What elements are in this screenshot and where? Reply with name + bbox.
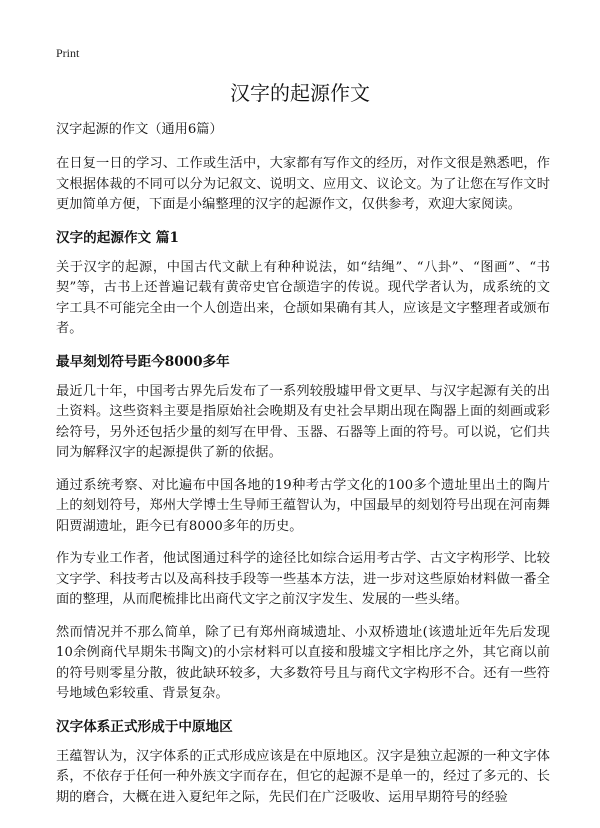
page-title: 汉字的起源作文: [230, 81, 370, 105]
article-subtitle: 汉字起源的作文（通用6篇）: [56, 122, 223, 137]
intro-paragraph: 在日复一日的学习、工作或生活中，大家都有写作文的经历，对作文很是熟悉吧，作文根据体裁的不同可以分为记叙文、说明文、应用文、议论文。为了让您在写作文时更加简单方便，下面是小编整理的汉字的起源作文，仅供参考，欢迎大家阅读。: [56, 156, 550, 212]
section-paragraph: 作为专业工作者，他试图通过科学的途径比如综合运用考古学、古文字构形学、比较文字学、科技考古以及高科技手段等一些基本方法，进一步对这些原始材料做一番全面的整理，从而爬梳排比出商代文字之前汉字发生、发展的一些头绪。: [56, 551, 550, 607]
section-heading: 汉字的起源作文 篇1: [56, 229, 179, 246]
section-heading: 汉字体系正式形成于中原地区: [56, 718, 233, 735]
print-link[interactable]: Print: [56, 46, 80, 60]
section-heading: 最早刻划符号距今8000多年: [56, 353, 230, 370]
section-paragraph: 王蕴智认为，汉字体系的正式形成应该是在中原地区。汉字是独立起源的一种文字体系，不依存于任何一种外族文字而存在，但它的起源不是单一的，经过了多元的、长期的磨合，大概在进入夏纪年之际，先民们在广泛吸收、运用早期符号的经验: [56, 748, 550, 805]
section-paragraph: 关于汉字的起源，中国古代文献上有种种说法，如“结绳”、“八卦”、“图画”、“书契”等，古书上还普遍记载有黄帝史官仓颉造字的传说。现代学者认为，成系统的文字工具不可能完全由一个人创造出来，仓颉如果确有其人，应该是文字整理者或颁布者。: [56, 259, 550, 336]
section-3: [56, 717, 550, 809]
article-body: [56, 120, 550, 820]
section-2: [56, 352, 550, 705]
section-paragraph: 最近几十年，中国考古界先后发布了一系列较殷墟甲骨文更早、与汉字起源有关的出土资料。这些资料主要是指原始社会晚期及有史社会早期出现在陶器上面的刻画或彩绘符号，另外还包括少量的刻写在甲骨、玉器、石器等上面的符号。可以说，它们共同为解释汉字的起源提供了新的依据。: [56, 383, 550, 460]
section-paragraph: 然而情况并不那么简单，除了已有郑州商城遗址、小双桥遗址(该遗址近年先后发现10余例商代早期朱书陶文)的小宗材料可以直接和殷墟文字相比序之外，其它商以前的符号则零星分散，彼此缺环较多，大多数符号且与商代文字构形不合。还有一些符号地域色彩较重、背景复杂。: [56, 624, 550, 701]
section-paragraph: 通过系统考察、对比遍布中国各地的19种考古学文化的100多个遗址里出土的陶片上的刻划符号，郑州大学博士生导师王蕴智认为，中国最早的刻划符号出现在河南舞阳贾湖遗址，距今已有8000多年的历史。: [56, 477, 550, 534]
section-1: [56, 228, 550, 340]
